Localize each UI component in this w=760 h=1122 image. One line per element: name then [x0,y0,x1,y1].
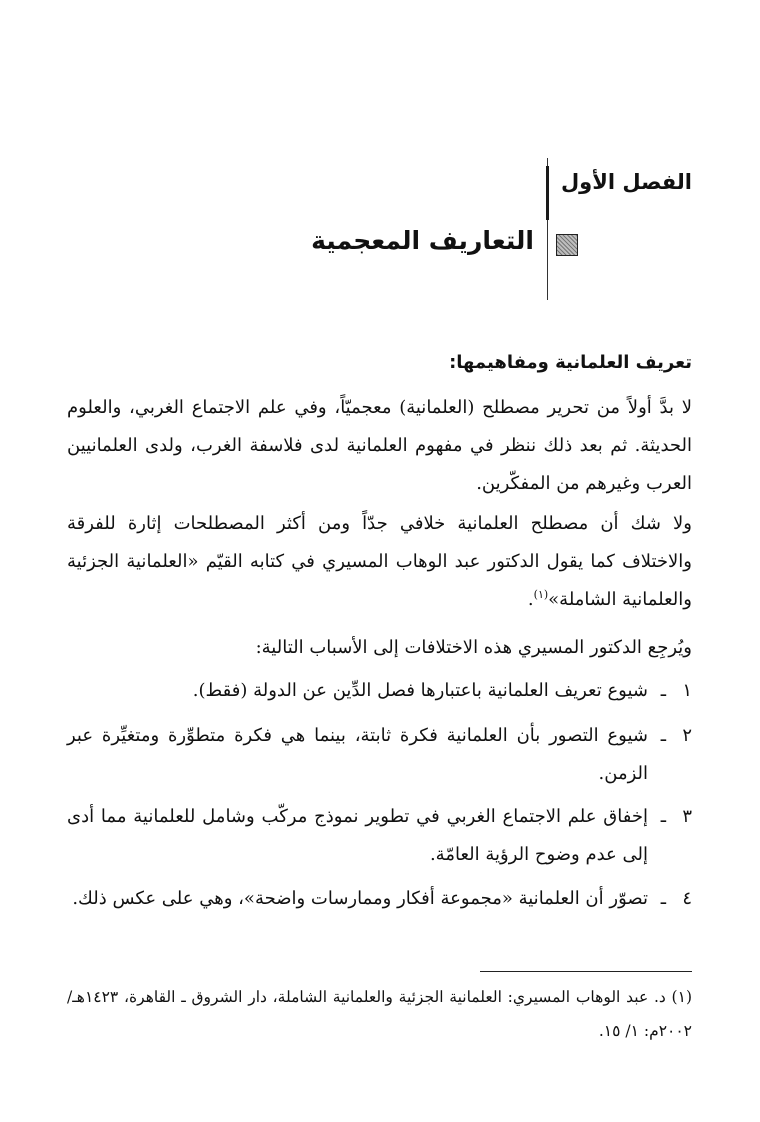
paragraph [67,389,692,503]
list-item-dash: ـ [660,725,666,746]
list-item-text: شيوع التصور بأن العلمانية فكرة ثابتة، بينما هي فكرة متطوِّرة ومتغيِّرة عبر الزمن. [67,725,648,784]
list-item-text: شيوع تعريف العلمانية باعتبارها فصل الدِّين عن الدولة (فقط). [192,680,648,701]
footnote [67,980,692,1048]
list-item [67,798,692,874]
title-square-ornament [556,234,578,256]
list-item [67,717,692,793]
list-item-text: إخفاق علم الاجتماع الغربي في تطوير نموذج مركّب وشامل للعلمانية مما أدى إلى عدم وضوح الرؤية العامّة. [67,806,648,865]
list-item-dash: ـ [660,680,666,701]
list-item [67,672,692,710]
paragraph-end: . [527,589,534,610]
list-item-number: ١ [682,680,692,701]
list-item [67,880,692,918]
list-item-text: تصوّر أن العلمانية «مجموعة أفكار وممارسات واضحة»، وهي على عكس ذلك. [72,888,648,909]
list-item-number: ٢ [682,725,692,746]
footnote-reference[interactable]: (١) [533,588,549,601]
list-item-dash: ـ [660,888,666,909]
paragraph-text: ويُرجِع الدكتور المسيري هذه الاختلافات إلى الأسباب التالية: [255,637,692,658]
chapter-title: التعاريف المعجمية [311,226,534,255]
list-item-number: ٤ [682,888,692,909]
list-item-dash: ـ [660,806,666,827]
paragraph-text: ولا شك أن مصطلح العلمانية خلافي جدّاً ومن أكثر المصطلحات إثارة للفرقة والاختلاف كما يقول الدكتور عبد الوهاب المسيري في كتابه القيّم «العلمانية الجزئية والعلمانية الشاملة» [67,513,692,610]
section-heading: تعريف العلمانية ومفاهيمها: [449,352,692,373]
footnote-separator [480,971,692,972]
paragraph-text: لا بدَّ أولاً من تحرير مصطلح (العلمانية) معجميّاً، وفي علم الاجتماع الغربي، والعلوم الحديثة. ثم بعد ذلك ننظر في مفهوم العلمانية لدى فلاسفة الغرب، ولدى العلمانيين العرب وغيرهم من المفكّرين. [67,397,692,494]
footnote-text: (١) د. عبد الوهاب المسيري: العلمانية الجزئية والعلمانية الشاملة، دار الشروق ـ القاهرة، ١٤٢٣هـ/٢٠٠٢م: ١/ ١٥. [67,988,692,1040]
chapter-label: الفصل الأول [560,170,692,194]
chapter-divider [545,158,552,300]
paragraph [67,629,692,667]
list-item-number: ٣ [682,806,692,827]
paragraph [67,505,692,619]
divider-thick-line [546,166,549,220]
